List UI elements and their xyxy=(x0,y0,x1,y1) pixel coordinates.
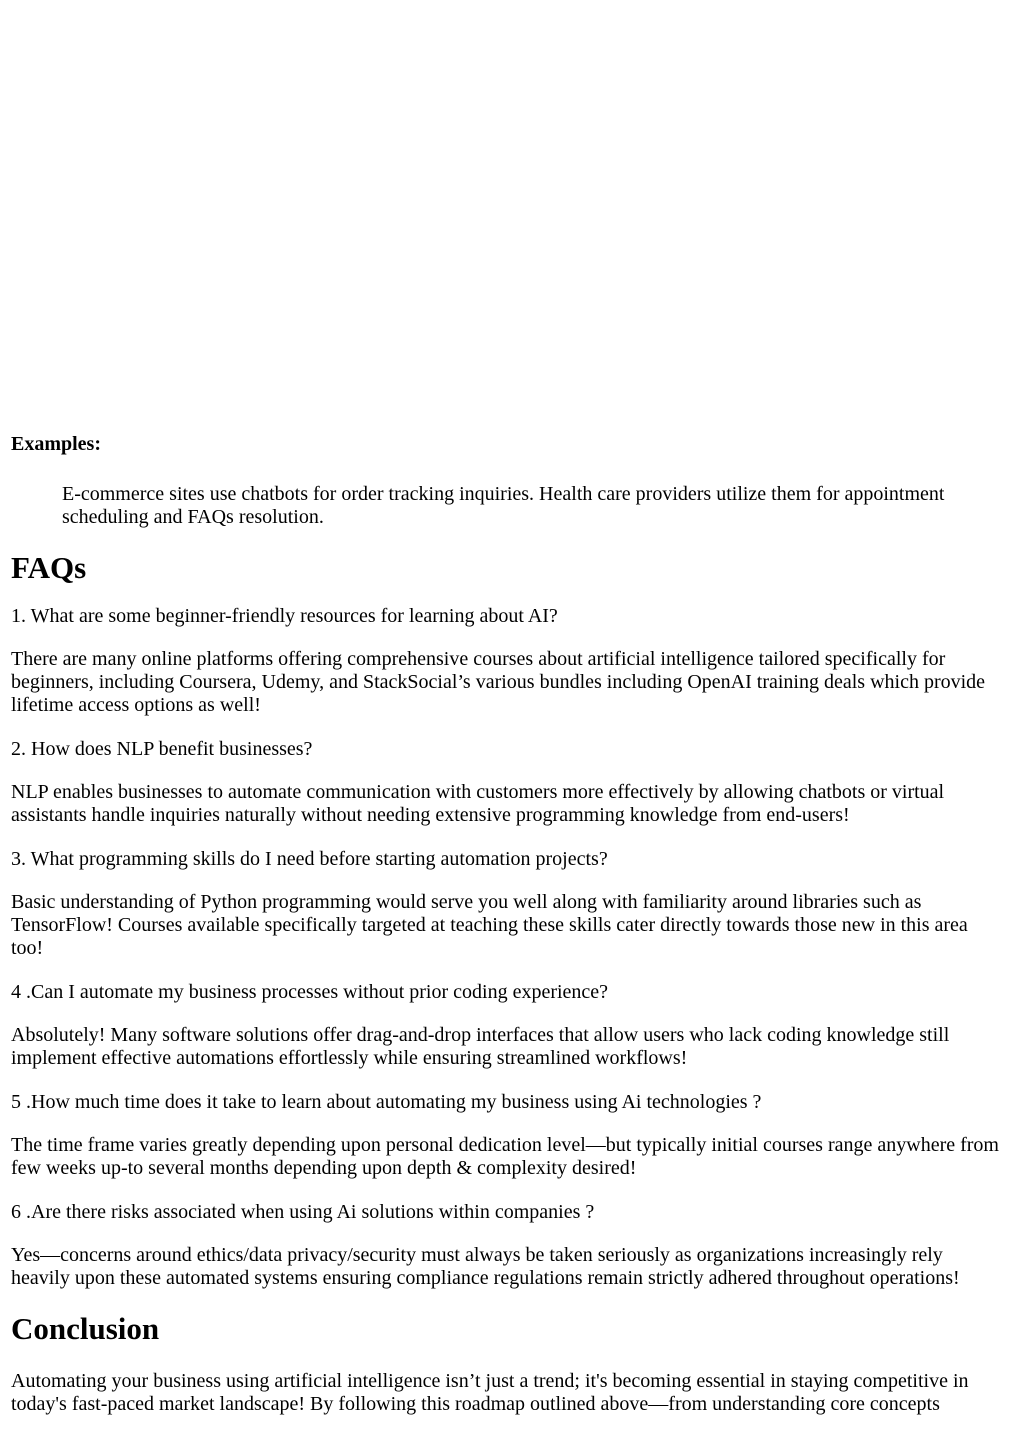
faq-answer: Yes—concerns around ethics/data privacy/security must always be taken seriously as organizations increasingly rely heavily upon these automated systems ensuring compliance regulations remain strictly adhered throughout operations! xyxy=(11,1244,960,1289)
faq-item-1 xyxy=(11,605,1001,717)
faq-item-3 xyxy=(11,848,1001,960)
faq-answer: Absolutely! Many software solutions offer drag-and-drop interfaces that allow users who lack coding knowledge still implement effective automations effortlessly while ensuring streamlined workflows! xyxy=(11,1024,950,1069)
document-page xyxy=(11,0,1001,1416)
conclusion-text: Automating your business using artificial intelligence isn’t just a trend; it's becoming essential in staying competitive in today's fast-paced market landscape! By following this roadmap outlined above—from understanding core concepts xyxy=(11,1370,969,1415)
faq-answer: There are many online platforms offering comprehensive courses about artificial intelligence tailored specifically for beginners, including Coursera, Udemy, and StackSocial’s various bundles including OpenAI training deals which provide lifetime access options as well! xyxy=(11,648,986,716)
faq-answer: NLP enables businesses to automate communication with customers more effectively by allowing chatbots or virtual assistants handle inquiries naturally without needing extensive programming knowledge from end-users! xyxy=(11,781,945,826)
faq-answer: Basic understanding of Python programming would serve you well along with familiarity around libraries such as TensorFlow! Courses available specifically targeted at teaching these skills cater directly towards those new in this area too! xyxy=(11,891,968,959)
faq-item-4 xyxy=(11,981,1001,1070)
faqs-heading: FAQs xyxy=(11,550,87,585)
faq-list xyxy=(11,605,1001,1290)
faq-question: 3. What programming skills do I need before starting automation projects? xyxy=(11,848,608,870)
conclusion-heading: Conclusion xyxy=(11,1311,160,1346)
faq-item-2 xyxy=(11,738,1001,827)
examples-label: Examples: xyxy=(11,433,101,455)
faq-question: 5 .How much time does it take to learn about automating my business using Ai technologies ? xyxy=(11,1091,762,1113)
faq-question: 1. What are some beginner-friendly resources for learning about AI? xyxy=(11,605,558,627)
examples-text: E-commerce sites use chatbots for order tracking inquiries. Health care providers utilize them for appointment scheduling and FAQs resolution. xyxy=(62,483,945,528)
faq-item-5 xyxy=(11,1091,1001,1180)
faq-item-6 xyxy=(11,1201,1001,1290)
faq-question: 6 .Are there risks associated when using Ai solutions within companies ? xyxy=(11,1201,595,1223)
faq-question: 4 .Can I automate my business processes without prior coding experience? xyxy=(11,981,609,1003)
faq-answer: The time frame varies greatly depending upon personal dedication level—but typically initial courses range anywhere from few weeks up-to several months depending upon depth & complexity desired! xyxy=(11,1134,999,1179)
faq-question: 2. How does NLP benefit businesses? xyxy=(11,738,313,760)
blank-area xyxy=(11,0,1001,432)
